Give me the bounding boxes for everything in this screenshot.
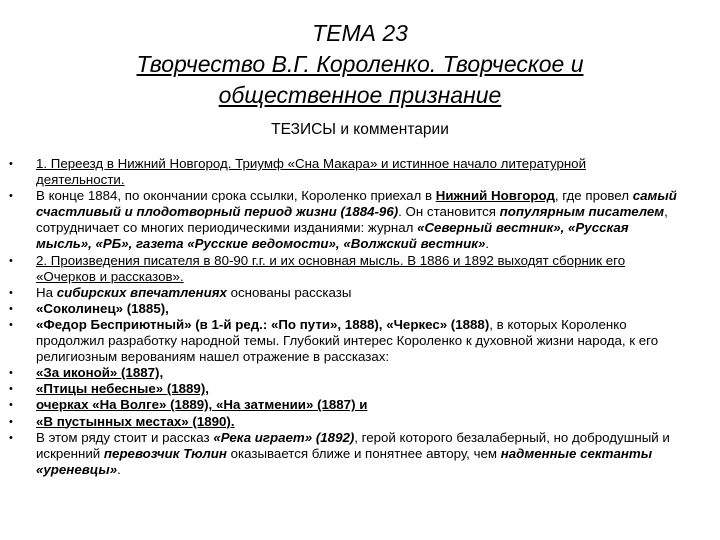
list-item	[0, 397, 720, 413]
item-text: сибирских впечатлениях	[56, 284, 227, 300]
list-item	[0, 430, 720, 478]
item-text: «В пустынных местах» (1890).	[36, 413, 235, 429]
item-text: В конце 1884, по окончании срока ссылки, Короленко приехал в	[36, 188, 436, 204]
item-text: «Северный вестник», «Русская мысль», «РБ», газета «Русские ведомости», «Волжский вестник»	[36, 220, 629, 252]
item-text: , герой которого безалаберный, но добродушный и искренний	[36, 429, 670, 461]
list-item	[0, 414, 720, 430]
slide-title	[0, 18, 720, 111]
list-item	[0, 317, 720, 365]
list-item	[0, 301, 720, 317]
item-text: оказывается ближе и понятнее автору, чем	[226, 445, 501, 461]
list-item	[0, 381, 720, 397]
title-line-1: ТЕМА 23	[312, 20, 408, 46]
item-text: , где провел	[554, 188, 633, 204]
item-text: , в которых Короленко продолжил разработку народной темы. Глубокий интерес Короленко к духовной жизни народа, к его религиозным верованиям нашел отражение в рассказах:	[36, 316, 659, 365]
item-text: «За иконой» (1887),	[36, 365, 164, 381]
item-text: «Федор Бесприютный» (в 1-й ред.: «По пути», 1888), «Черкес» (1888)	[36, 316, 490, 332]
item-text: , сотрудничает со многих периодическими изданиями: журнал	[36, 204, 668, 236]
list-item	[0, 253, 720, 285]
item-text: «Птицы небесные» (1889),	[36, 381, 209, 397]
item-text: .	[117, 461, 121, 477]
item-text: .	[485, 236, 490, 252]
item-text: «Река играет» (1892)	[213, 429, 355, 445]
item-text: В этом ряду стоит и рассказ	[36, 429, 214, 445]
item-text: На	[36, 284, 57, 300]
slide-subtitle: ТЕЗИСЫ и комментарии	[271, 121, 449, 138]
title-line-3: общественное признание	[218, 82, 502, 108]
item-text: 2. Произведения писателя в 80-90 г.г. и их основная мысль. В 1886 и 1892 выходят сборник его «Очерков и рассказов».	[36, 252, 626, 284]
list-item	[0, 188, 720, 252]
item-text: Нижний Новгород	[435, 188, 555, 204]
list-item	[0, 285, 720, 301]
item-text: очерках «На Волге» (1889), «На затмении» (1887) и	[36, 397, 368, 413]
bullet-list	[0, 156, 720, 478]
item-text: . Он становится	[398, 204, 500, 220]
item-text: «Соколинец» (1885),	[36, 300, 169, 316]
item-text: основаны рассказы	[226, 284, 352, 300]
list-item	[0, 156, 720, 188]
item-text: надменные сектанты «уреневцы»	[36, 445, 653, 477]
item-text: перевозчик Тюлин	[103, 445, 227, 461]
item-text: самый счастливый и плодотворный период жизни (1884-96)	[36, 188, 677, 220]
list-item	[0, 365, 720, 381]
item-text: 1. Переезд в Нижний Новгород. Триумф «Сна Макара» и истинное начало литературной деятельности.	[36, 156, 587, 188]
title-line-2: Творчество В.Г. Короленко. Творческое и	[136, 51, 584, 77]
item-text: популярным писателем	[499, 204, 665, 220]
